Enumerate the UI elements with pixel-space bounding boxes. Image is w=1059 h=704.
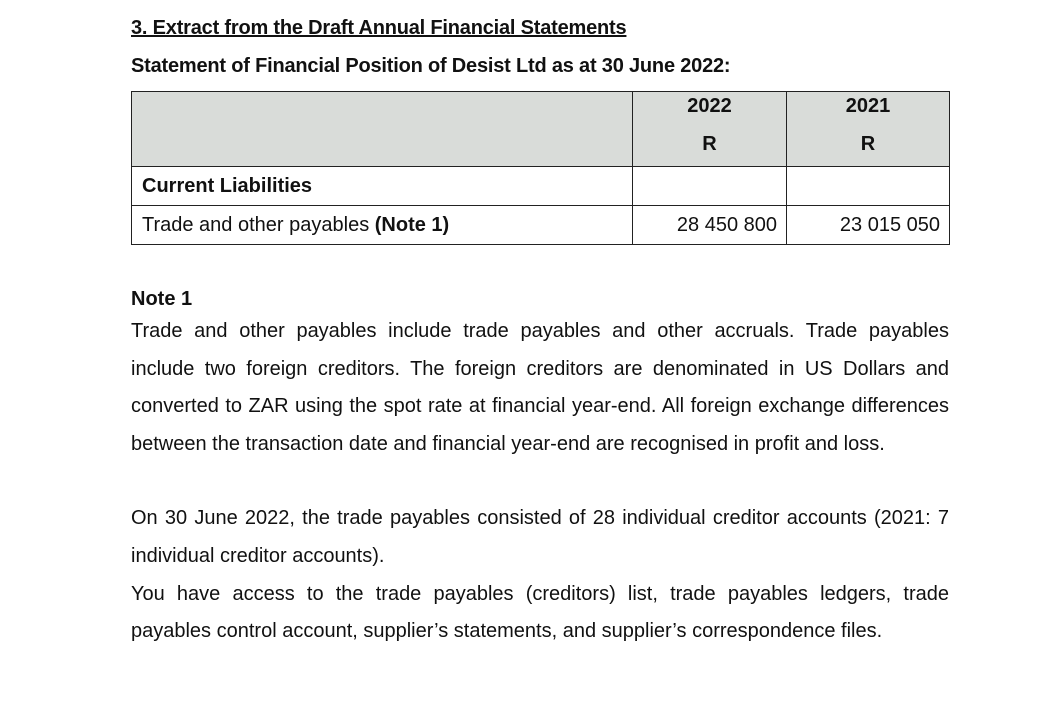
financial-position-table: [131, 91, 950, 245]
table-row: [132, 206, 950, 245]
header-2021-cell: [787, 92, 950, 167]
empty-cell: [633, 167, 787, 206]
header-2022-cell: [633, 92, 787, 167]
document-page: [131, 14, 949, 651]
section-label-cell: Current Liabilities: [132, 167, 633, 206]
empty-cell: [787, 167, 950, 206]
table-row: [132, 167, 950, 206]
header-2021-currency: R: [860, 133, 876, 155]
header-2022-currency: R: [702, 133, 717, 155]
note-paragraph-3: You have access to the trade payables (creditors) list, trade payables ledgers, trade payables control account, supplier’s statements, and supplier’s correspondence files.: [131, 582, 949, 643]
section-heading: 3. Extract from the Draft Annual Financial Statements: [131, 17, 627, 39]
row-label: Trade and other payables: [142, 213, 375, 236]
value-2022-cell: 28 450 800: [633, 206, 787, 245]
table-header-row: [132, 92, 950, 167]
note-paragraph-2: On 30 June 2022, the trade payables consisted of 28 individual creditor accounts (2021: 7 individual creditor accounts).: [131, 507, 949, 567]
header-blank-cell: [132, 92, 633, 167]
note-reference: (Note 1): [374, 213, 450, 236]
value-2021-cell: 23 015 050: [787, 206, 950, 245]
row-label-cell: [132, 206, 633, 245]
header-2021-year: 2021: [845, 95, 891, 117]
note-title: Note 1: [131, 288, 193, 310]
statement-title: Statement of Financial Position of Desist Ltd as at 30 June 2022:: [131, 55, 731, 77]
note-paragraph-1: Trade and other payables include trade payables and other accruals. Trade payables include two foreign creditors. The foreign creditors are denominated in US Dollars and converted to ZAR using the spot rate at financial year-end. All foreign exchange differences between the transaction date and financial year-end are recognised in profit and loss.: [131, 320, 949, 455]
header-2022-year: 2022: [687, 95, 732, 117]
